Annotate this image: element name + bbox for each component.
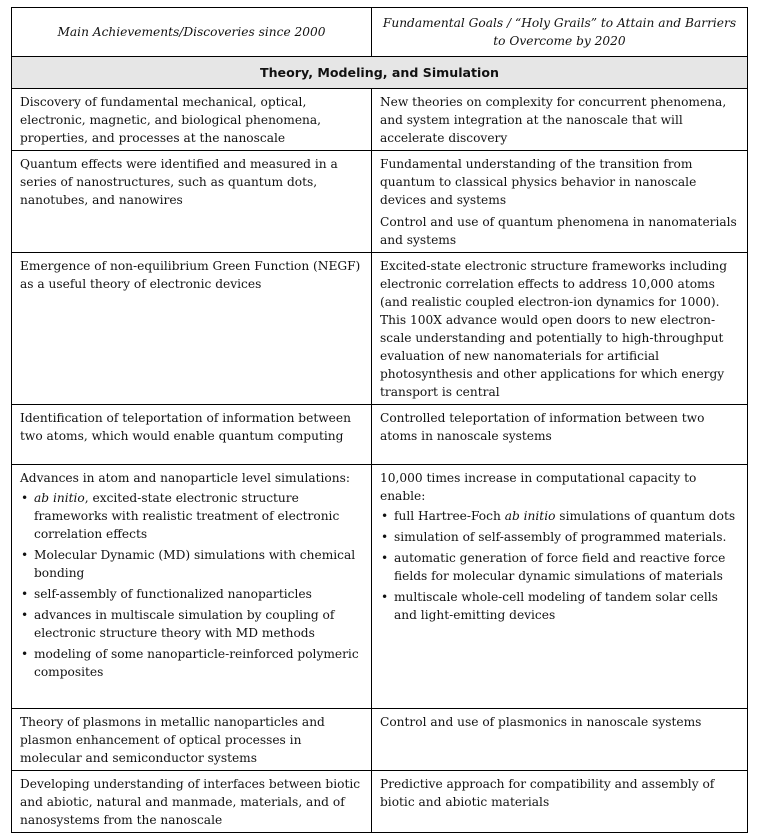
italic-term: ab initio [504, 509, 556, 523]
header-achievements: Main Achievements/Discoveries since 2000 [12, 8, 372, 57]
goal-cell: Predictive approach for compatibility and assembly of biotic and abiotic materials [372, 771, 748, 833]
list-item [394, 507, 739, 525]
achievement-cell: Theory of plasmons in metallic nanoparticles and plasmon enhancement of optical processes in molecular and semiconductor systems [12, 709, 372, 771]
table-row [12, 405, 748, 465]
list-item: • Molecular Dynamic (MD) simulations with chemical bonding [34, 546, 363, 582]
table-row [12, 253, 748, 405]
goal-cell: Controlled teleportation of information between two atoms in nanoscale systems [372, 405, 748, 465]
list-item: • self-assembly of functionalized nanoparticles [34, 585, 363, 603]
achievement-cell [12, 465, 372, 709]
list-item [34, 489, 363, 543]
goal-bullet-list [380, 507, 739, 624]
italic-term: ab initio [34, 491, 85, 505]
header-row [12, 8, 748, 57]
list-item-text: simulations of quantum dots [555, 509, 736, 523]
goal-cell: New theories on complexity for concurrent phenomena, and system integration at the nanoscale that will accelerate discovery [372, 89, 748, 151]
achievement-bullet-list [20, 489, 363, 681]
list-item: • advances in multiscale simulation by coupling of electronic structure theory with MD methods [34, 606, 363, 642]
goal-paragraph: Fundamental understanding of the transition from quantum to classical physics behavior in nanoscale devices and systems [380, 157, 697, 207]
table-row [12, 89, 748, 151]
list-item: • modeling of some nanoparticle-reinforced polymeric composites [34, 645, 363, 681]
table-row [12, 465, 748, 709]
goal-cell: Excited-state electronic structure frameworks including electronic correlation effects to address 10,000 atoms (and realistic coupled electron-ion dynamics for 1000). This 100X advance would open doors to new electron-scale understanding and potentially to high-throughput evaluation of new nanomaterials for artificial photosynthesis and other applications for which energy transport is central [372, 253, 748, 405]
achievement-cell: Quantum effects were identified and measured in a series of nanostructures, such as quantum dots, nanotubes, and nanowires [12, 151, 372, 253]
goal-intro: 10,000 times increase in computational capacity to enable: [380, 471, 697, 503]
achievement-cell: Emergence of non-equilibrium Green Function (NEGF) as a useful theory of electronic devices [12, 253, 372, 405]
achievement-cell: Discovery of fundamental mechanical, optical, electronic, magnetic, and biological phenomena, properties, and processes at the nanoscale [12, 89, 372, 151]
table-row [12, 709, 748, 771]
achievement-intro: Advances in atom and nanoparticle level simulations: [20, 471, 350, 485]
list-item: • automatic generation of force field and reactive force fields for molecular dynamic simulations of materials [394, 549, 739, 585]
goal-paragraph: Control and use of quantum phenomena in nanomaterials and systems [380, 215, 737, 247]
list-item: • multiscale whole-cell modeling of tandem solar cells and light-emitting devices [394, 588, 739, 624]
list-item-text: , excited-state electronic structure frameworks with realistic treatment of electronic correlation effects [34, 491, 340, 541]
goal-cell: Control and use of plasmonics in nanoscale systems [372, 709, 748, 771]
achievement-cell: Identification of teleportation of information between two atoms, which would enable quantum computing [12, 405, 372, 465]
achievements-table [11, 7, 748, 833]
list-item: • simulation of self-assembly of programmed materials. [394, 528, 739, 546]
header-goals: Fundamental Goals / “Holy Grails” to Attain and Barriers to Overcome by 2020 [372, 8, 748, 57]
achievement-cell: Developing understanding of interfaces between biotic and abiotic, natural and manmade, materials, and of nanosystems from the nanoscale [12, 771, 372, 833]
table-row [12, 771, 748, 833]
section-title: Theory, Modeling, and Simulation [12, 57, 748, 89]
goal-cell [372, 465, 748, 709]
list-item-text: full Hartree-Foch [394, 509, 505, 523]
goal-cell [372, 151, 748, 253]
section-row [12, 57, 748, 89]
table-row [12, 151, 748, 253]
